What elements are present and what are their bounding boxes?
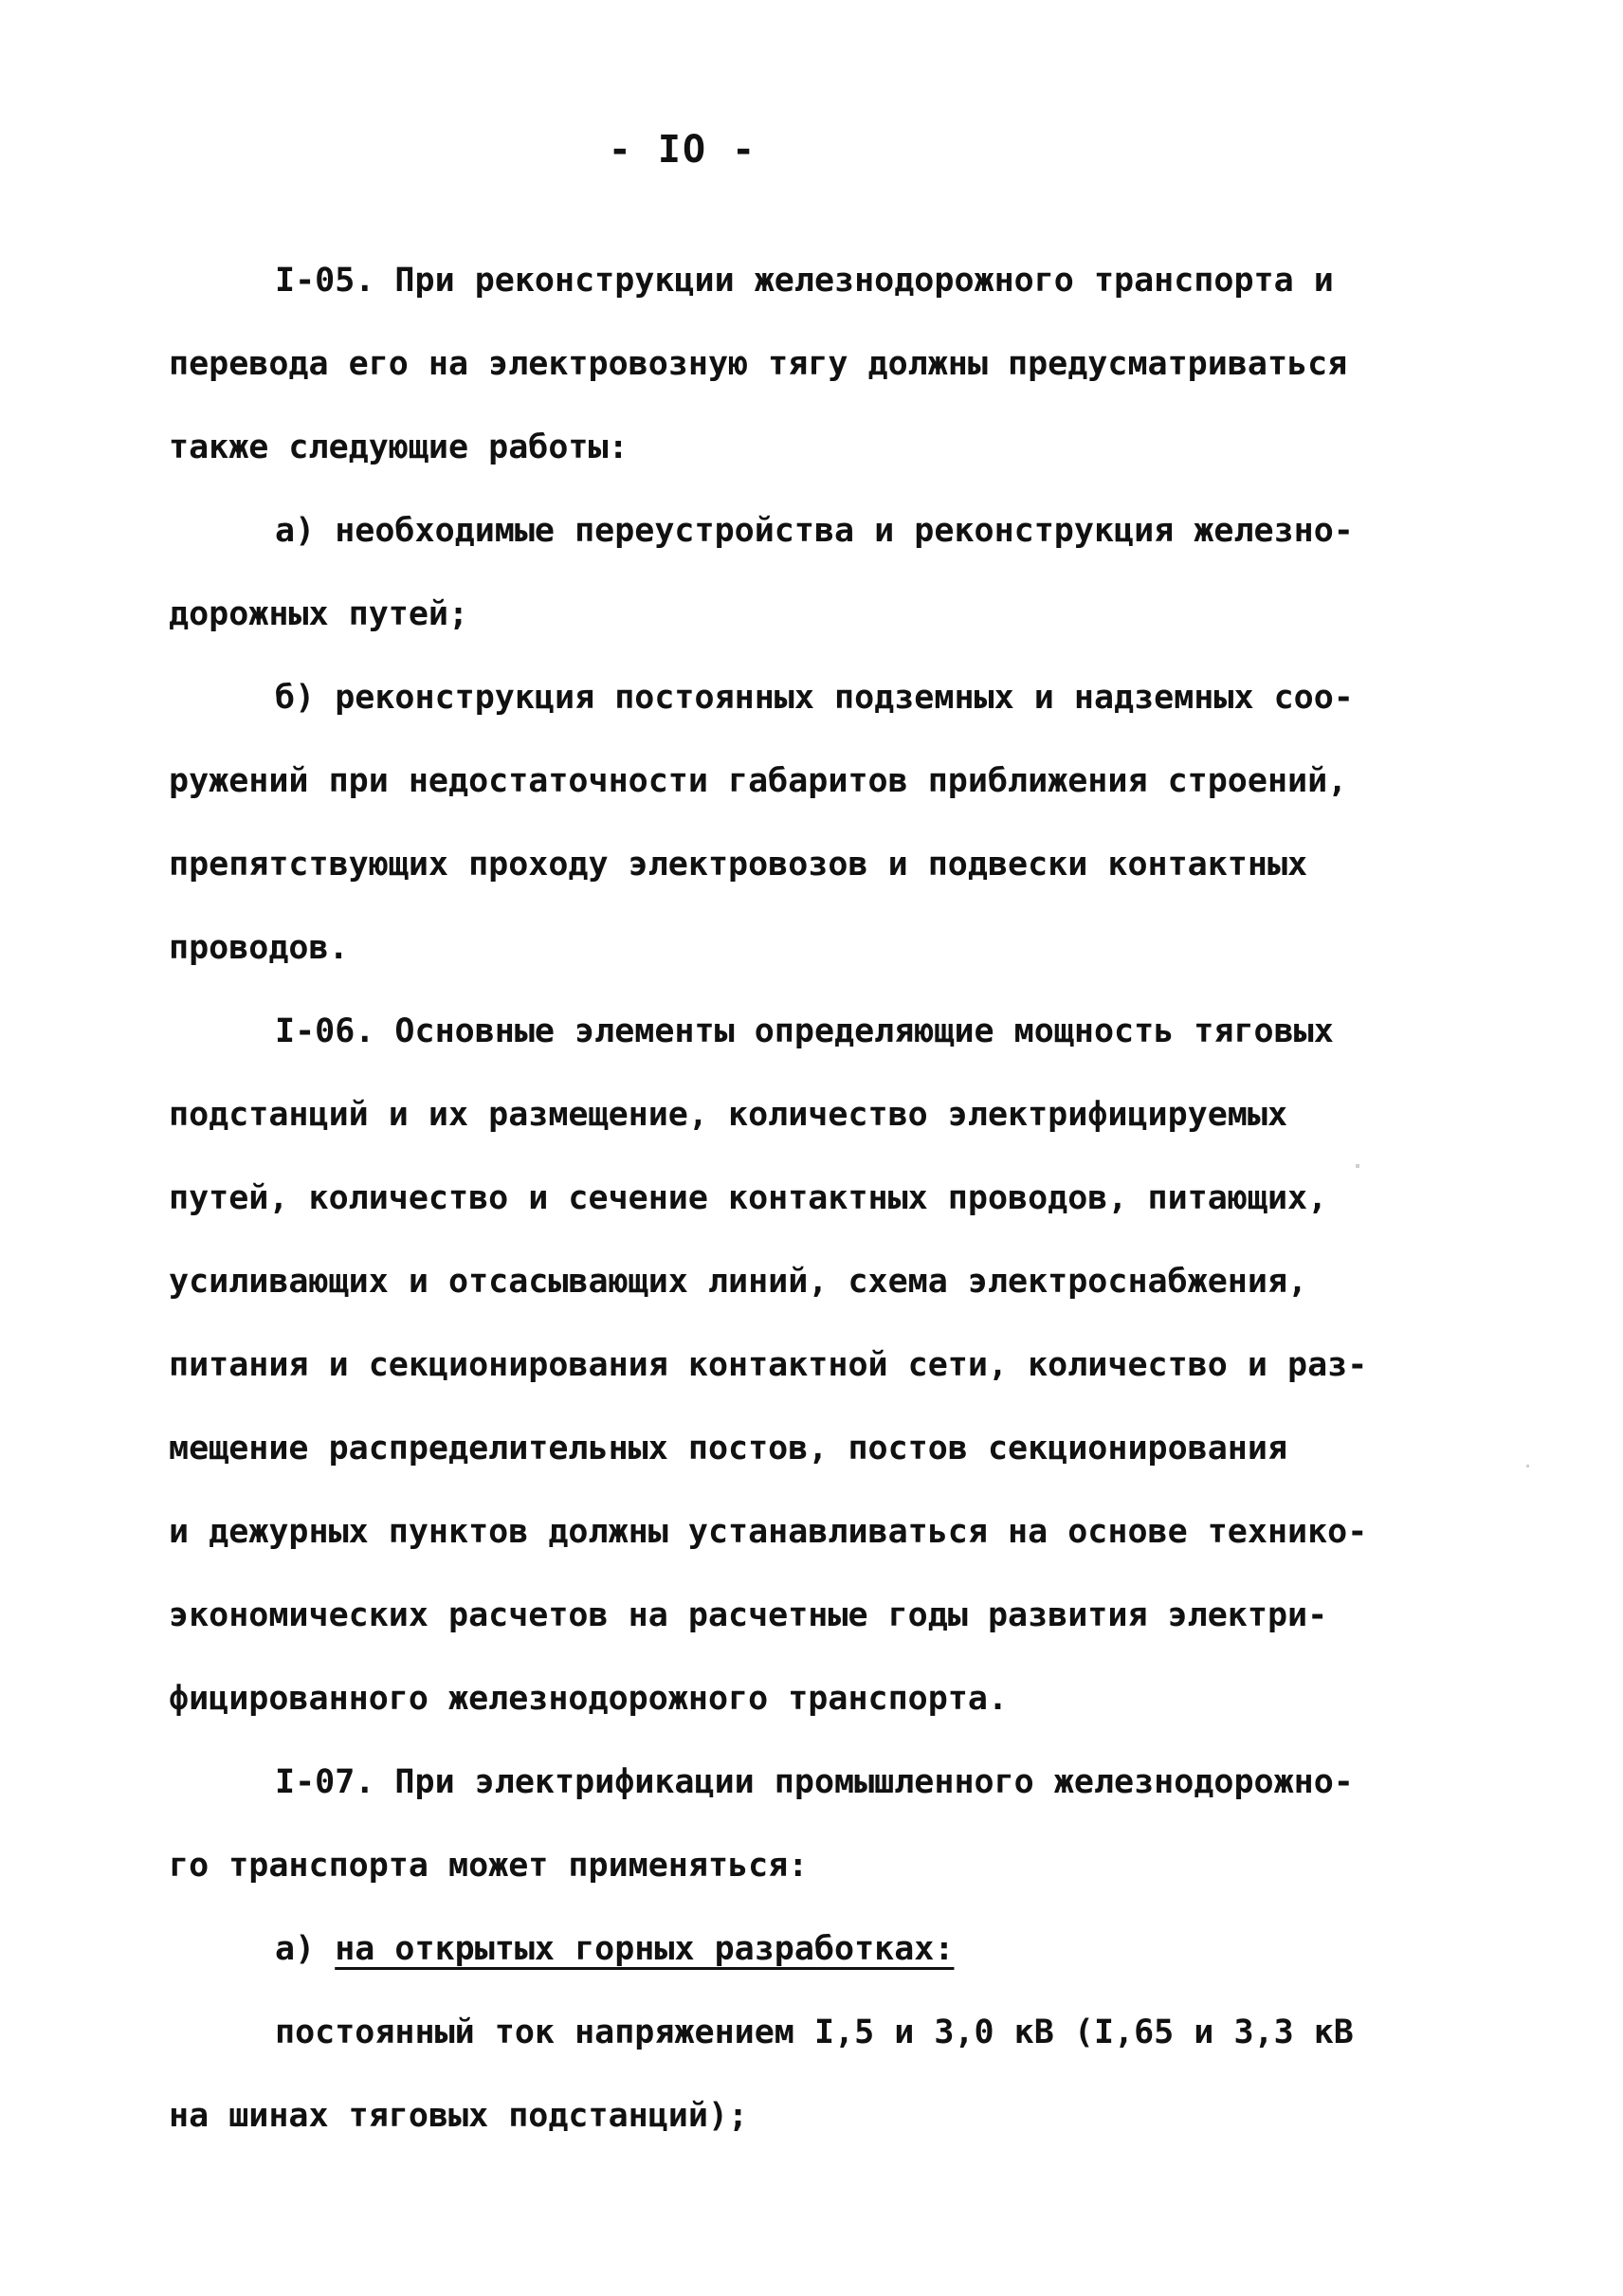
paragraph-1-06-line-3: путей, количество и сечение контактных проводов, питающих, <box>169 1179 1328 1217</box>
scan-speck <box>1526 1465 1529 1467</box>
paragraph-1-06-line-4: усиливающих и отсасывающих линий, схема электроснабжения, <box>169 1263 1308 1301</box>
paragraph-1-07-line-1: I-07. При электрификации промышленного железнодорожно- <box>275 1763 1354 1801</box>
paragraph-1-06-line-7: и дежурных пунктов должны устанавливаться на основе технико- <box>169 1513 1368 1551</box>
list-marker: а) <box>275 1930 336 1968</box>
paragraph-1-06-line-1: I-06. Основные элементы определяющие мощность тяговых <box>275 1012 1334 1050</box>
list-item-a-heading <box>169 1907 1477 1991</box>
list-item-b-line-3: препятствующих проходу электровозов и подвески контактных <box>169 846 1308 884</box>
list-item-b-line-1: б) реконструкция постоянных подземных и надземных соо- <box>275 679 1354 717</box>
paragraph-1-06-line-5: питания и секционирования контактной сети, количество и раз- <box>169 1346 1368 1384</box>
voltage-line-2: на шинах тяговых подстанций); <box>169 2097 749 2135</box>
paragraph-1-06-line-2: подстанций и их размещение, количество электрифицируемых <box>169 1096 1288 1134</box>
paragraph-1-05-line-1: I-05. При реконструкции железнодорожного транспорта и <box>275 262 1334 300</box>
voltage-line-1: постоянный ток напряжением I,5 и 3,0 кВ (I,65 и 3,3 кВ <box>275 2014 1354 2051</box>
page-number: - IO - <box>608 128 757 172</box>
paragraph-1-06-line-9: фицированного железнодорожного транспорта. <box>169 1680 1009 1718</box>
list-item-a-line-2: дорожных путей; <box>169 595 469 633</box>
list-item-a-line-1: а) необходимые переустройства и реконструкция железно- <box>275 512 1354 550</box>
paragraph-1-05-line-3: также следующие работы: <box>169 428 629 466</box>
scan-speck <box>1356 1164 1359 1168</box>
paragraph-1-06-line-6: мещение распределительных постов, постов секционирования <box>169 1430 1288 1467</box>
paragraph-1-05-line-2: перевода его на электровозную тягу должны предусматриваться <box>169 345 1348 383</box>
list-item-b-line-4: проводов. <box>169 929 349 967</box>
paragraph-1-07-line-2: го транспорта может применяться: <box>169 1847 809 1885</box>
underlined-heading: на открытых горных разработках: <box>335 1930 955 1968</box>
body-text <box>169 239 1477 2158</box>
list-item-b-line-2: ружений при недостаточности габаритов приближения строений, <box>169 762 1348 800</box>
paragraph-1-06-line-8: экономических расчетов на расчетные годы развития электри- <box>169 1596 1328 1634</box>
